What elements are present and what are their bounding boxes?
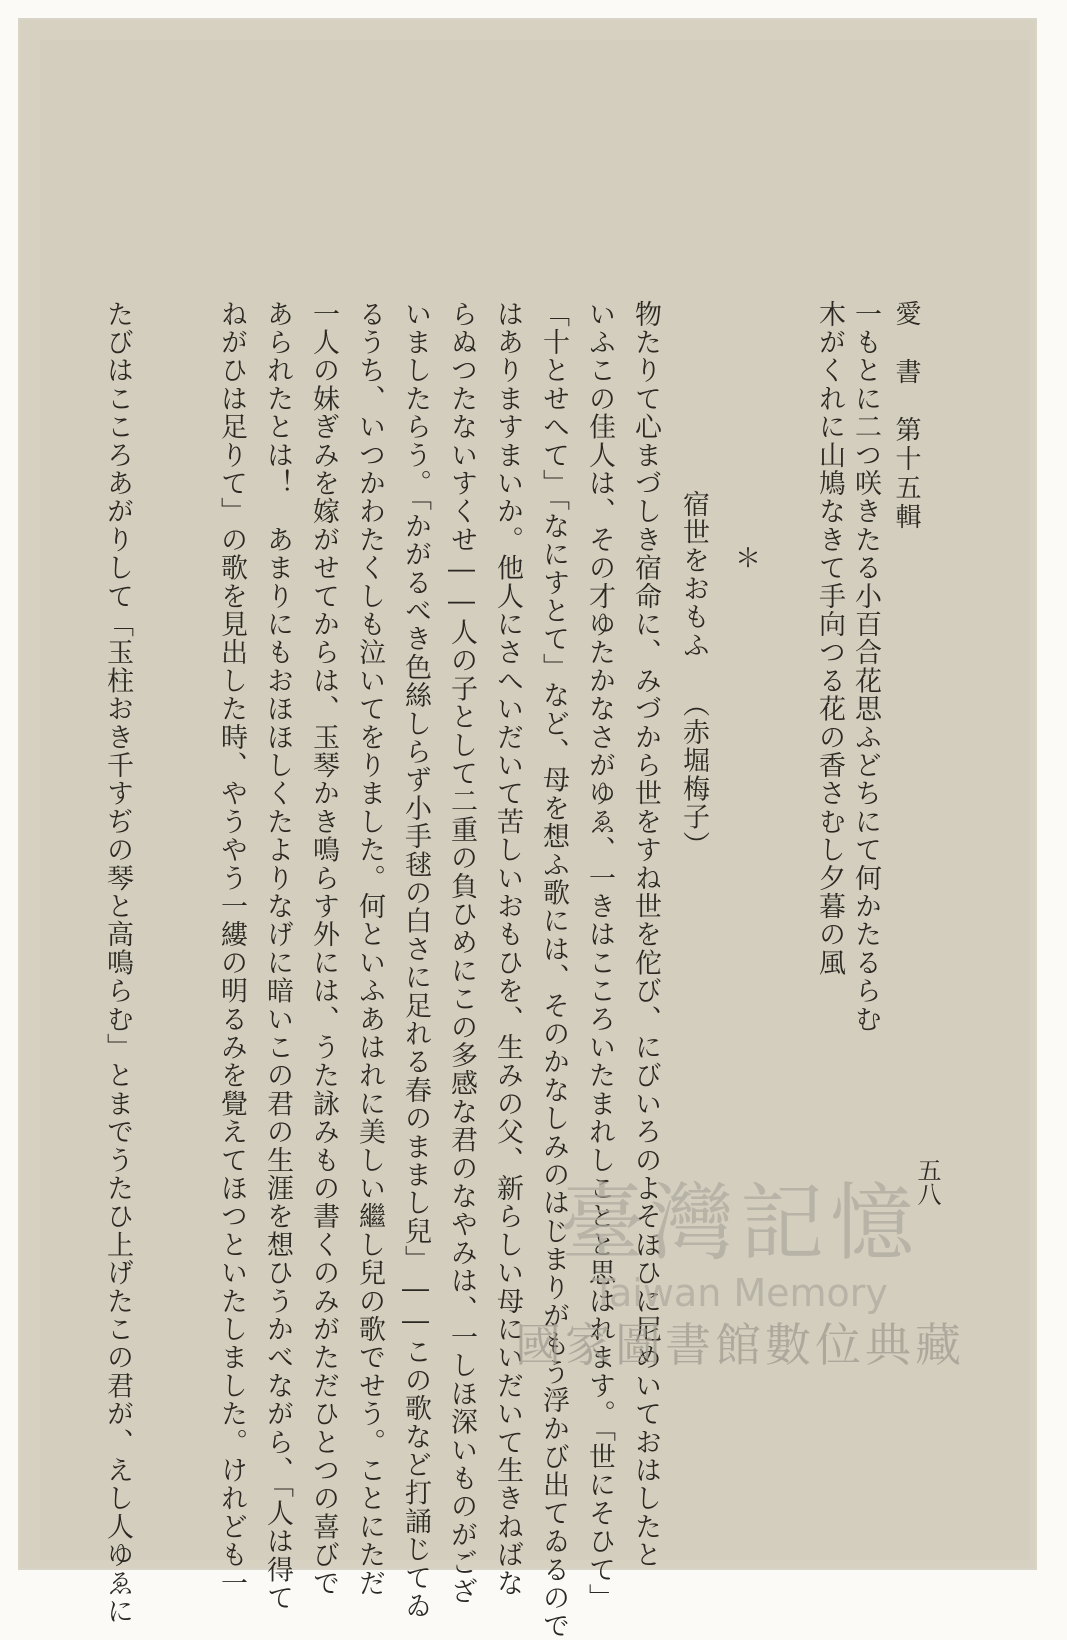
essay-line: はありますまいか。他人にさへいだいて苦しいおもひを、生みの父、新らしい母にいだいて生きねばな (492, 300, 523, 1598)
essay-line: いましたらう。「かがるべき色絲しらず小手毬の白さに足れる春のままし兒」――この歌など打誦じてゐ (400, 300, 431, 1620)
essay-line: たびはこころあがりして「玉柱おき千すぢの琴と高鳴らむ」とまでうたひ上げたこの君が、えし人ゆゑに (102, 300, 133, 1626)
watermark-chinese: 臺灣記憶 (559, 1174, 920, 1272)
essay-line: ねがひは足りて」の歌を見出した時、やうやう一縷の明るみを覺えてほつといたしました。けれども一 (216, 300, 247, 1598)
running-header: 愛 書 第十五輯 (891, 300, 921, 532)
essay-title: 宿世をおもふ (678, 490, 709, 660)
essay-line: 物たりて心まづしき宿命に、みづから世をすね世を佗び、にびいろのよそほひに尼めいておはしたと (630, 300, 661, 1569)
watermark-english: Taiwan Memory (592, 1271, 888, 1315)
essay-line: あられたとは！ あまりにもおほほしくたよりなげに暗いこの君の生涯を想ひうかべながら、「人は得て (262, 300, 293, 1612)
poem-line: 一もとに二つ咲きたる小百合花思ふどちにて何かたるらむ (850, 300, 881, 1034)
essay-line: らぬつたないすくせ――人の子として二重の負ひめにこの多感な君のなやみは、一しほ深いものがござ (446, 300, 477, 1606)
essay-line: いふこの佳人は、その才ゆたかなさがゆゑ、一きはこころいたまれしことと思はれます。「世にそひて」 (584, 300, 615, 1612)
poem-line: 木がくれに山鳩なきて手向つる花の香さむし夕暮の風 (814, 300, 845, 977)
watermark-library: 國家圖書館數位典藏 (515, 1318, 965, 1372)
essay-author: （赤堀梅子） (678, 690, 709, 860)
watermark (500, 1175, 980, 1375)
essay-line: 一人の妹ぎみを嫁がせてからは、玉琴かき鳴らす外には、うた詠みもの書くのみがただひとつの喜びで (308, 300, 339, 1598)
essay-line: 「十とせへて」「なにすとて」など、母を想ふ歌には、そのかなしみのはじまりがもう浮かび出てゐるので (538, 300, 569, 1640)
page-number: 五八 (913, 1158, 941, 1206)
section-separator: ＊ (735, 544, 762, 574)
essay-line: るうち、いつかわたくしも泣いてをりました。何といふあはれに美しい繼し兒の歌でせう。ことにただ (354, 300, 385, 1598)
